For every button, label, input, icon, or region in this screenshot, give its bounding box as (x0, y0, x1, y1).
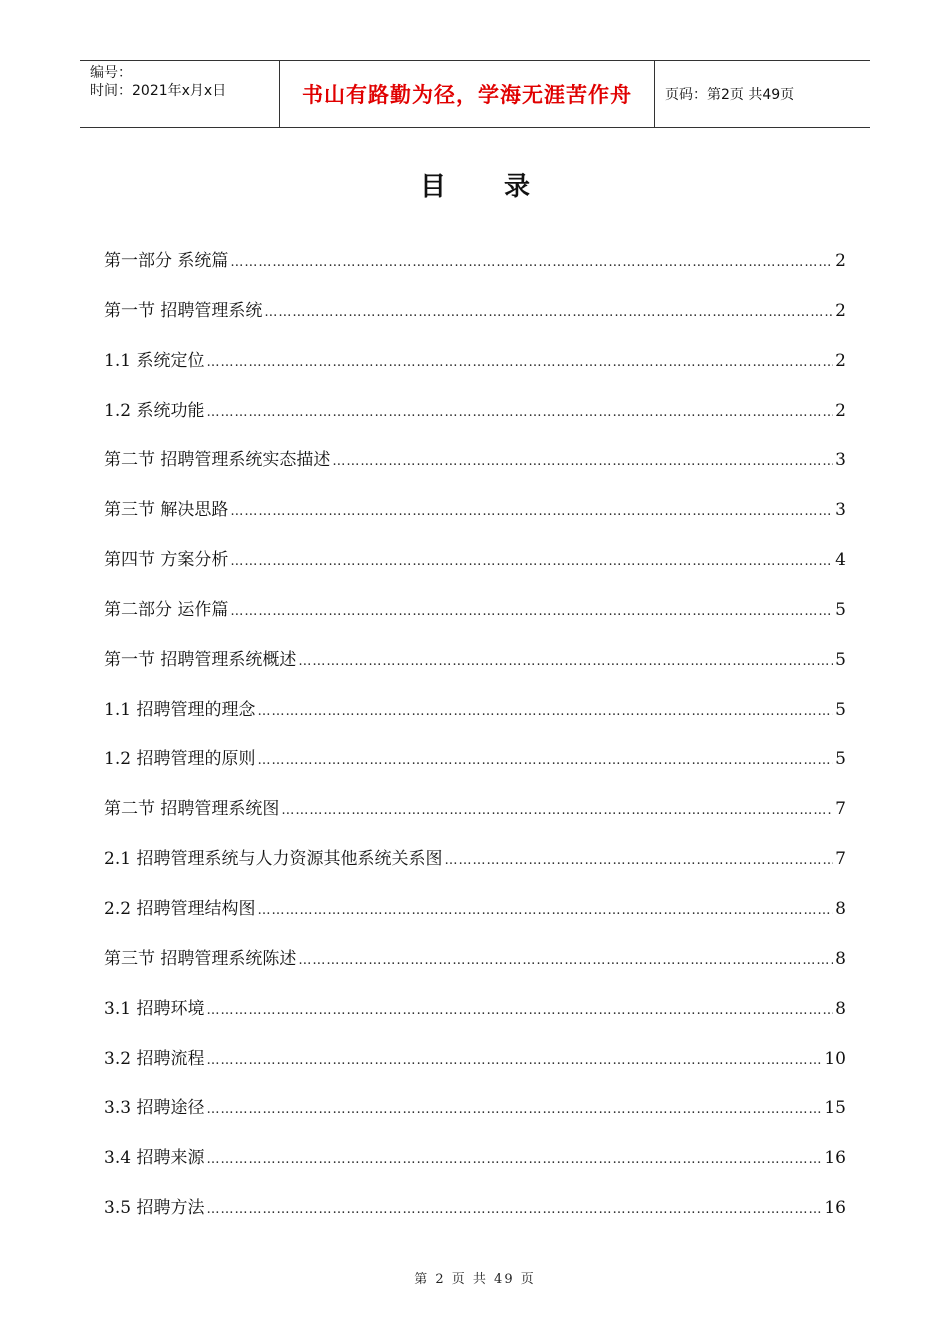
toc-leader-dots (230, 554, 833, 569)
toc-entry[interactable] (104, 296, 846, 346)
toc-entry-page: 5 (835, 649, 846, 670)
toc-leader-dots (206, 1053, 822, 1068)
header-meta (80, 61, 280, 127)
toc-entry-page: 8 (835, 948, 846, 969)
toc-entry-label: 第一部分 系统篇 (104, 251, 229, 271)
header-page-info: 页码：第2页 共49页 (665, 87, 795, 103)
toc-leader-dots (206, 355, 833, 370)
toc-entry-page: 10 (824, 1048, 846, 1069)
toc-entry-page: 5 (835, 699, 846, 720)
toc-leader-dots (332, 454, 833, 469)
toc-title: 目录 (419, 172, 588, 202)
document-time-label: 时间：2021年x月x日 (90, 83, 227, 99)
toc-leader-dots (298, 953, 833, 968)
toc-entry-label: 3.2 招聘流程 (104, 1048, 205, 1069)
toc-entry-label: 第三节 解决思路 (104, 500, 229, 521)
toc-entry-label: 3.5 招聘方法 (104, 1198, 205, 1219)
toc-entry-label: 1.2 系统功能 (104, 400, 205, 421)
toc-entry-page: 8 (835, 898, 846, 919)
toc-entry[interactable] (104, 844, 846, 894)
toc-entry-label: 3.4 招聘来源 (104, 1148, 205, 1169)
toc-entry[interactable] (104, 1093, 846, 1143)
toc-entry-page: 2 (835, 350, 846, 371)
toc-entry-label: 第二节 招聘管理系统实态描述 (104, 450, 331, 471)
toc-leader-dots (230, 604, 833, 619)
toc-entry[interactable] (104, 695, 846, 745)
toc-leader-dots (206, 1003, 833, 1018)
toc-entry-page: 7 (835, 849, 846, 870)
toc-entry-label: 1.1 招聘管理的理念 (104, 699, 256, 720)
toc-entry[interactable] (104, 744, 846, 794)
toc-entry-page: 16 (824, 1198, 846, 1219)
toc-entry-page: 2 (835, 300, 846, 321)
toc-entry-page: 7 (835, 799, 846, 820)
toc-entry-label: 3.3 招聘途径 (104, 1098, 205, 1119)
toc-leader-dots (230, 504, 833, 519)
toc-entry-page: 15 (824, 1098, 846, 1119)
toc-leader-dots (206, 1102, 822, 1117)
toc-entry[interactable] (104, 396, 846, 446)
toc-leader-dots (206, 1152, 822, 1167)
toc-entry[interactable] (104, 894, 846, 944)
toc-leader-dots (230, 255, 833, 270)
toc-entry-page: 3 (835, 450, 846, 471)
header-motto: 书山有路勤为径，学海无涯苦作舟 (280, 61, 655, 127)
toc-entry-page: 4 (835, 550, 846, 571)
toc-entry[interactable] (104, 545, 846, 595)
toc-entry[interactable] (104, 994, 846, 1044)
toc-entry-label: 2.2 招聘管理结构图 (104, 898, 256, 919)
toc-leader-dots (257, 903, 833, 918)
toc-entry[interactable] (104, 1044, 846, 1094)
toc-entry-page: 5 (835, 749, 846, 770)
toc-entry[interactable] (104, 495, 846, 545)
toc-entry[interactable] (104, 944, 846, 994)
toc-entry[interactable] (104, 645, 846, 695)
toc-leader-dots (298, 654, 833, 669)
toc-entry-page: 5 (835, 599, 846, 620)
toc-entry[interactable] (104, 1143, 846, 1193)
toc-entry-page: 2 (835, 251, 846, 271)
toc-entry-label: 1.1 系统定位 (104, 350, 205, 371)
toc-entry-label: 第二部分 运作篇 (104, 599, 229, 620)
toc-entry-page: 2 (835, 400, 846, 421)
toc-entry-label: 第一节 招聘管理系统 (104, 300, 263, 321)
toc-leader-dots (281, 803, 833, 818)
toc-entry[interactable] (104, 445, 846, 495)
toc-entry-label: 第二节 招聘管理系统图 (104, 799, 280, 820)
toc-entry-label: 3.1 招聘环境 (104, 998, 205, 1019)
toc-entry[interactable] (104, 346, 846, 396)
toc-leader-dots (206, 1202, 822, 1217)
toc-entry-label: 2.1 招聘管理系统与人力资源其他系统关系图 (104, 849, 443, 870)
toc-entry[interactable] (104, 794, 846, 844)
toc-entry-label: 第四节 方案分析 (104, 550, 229, 571)
page-footer: 第 2 页 共 49 页 (414, 1272, 536, 1287)
toc-leader-dots (257, 704, 833, 719)
toc-entry[interactable] (104, 595, 846, 645)
table-of-contents (104, 246, 846, 1243)
toc-leader-dots (444, 853, 833, 868)
toc-entry-page: 8 (835, 998, 846, 1019)
toc-entry-label: 第三节 招聘管理系统陈述 (104, 948, 297, 969)
toc-leader-dots (206, 405, 833, 420)
toc-leader-dots (257, 753, 833, 768)
document-number-label: 编号： (90, 65, 132, 81)
toc-entry-page: 3 (835, 500, 846, 521)
toc-entry-label: 1.2 招聘管理的原则 (104, 749, 256, 770)
toc-entry[interactable] (104, 1193, 846, 1243)
toc-entry-label: 第一节 招聘管理系统概述 (104, 649, 297, 670)
toc-entry[interactable] (104, 246, 846, 296)
page-header (80, 60, 870, 128)
toc-entry-page: 16 (824, 1148, 846, 1169)
toc-leader-dots (264, 305, 833, 320)
